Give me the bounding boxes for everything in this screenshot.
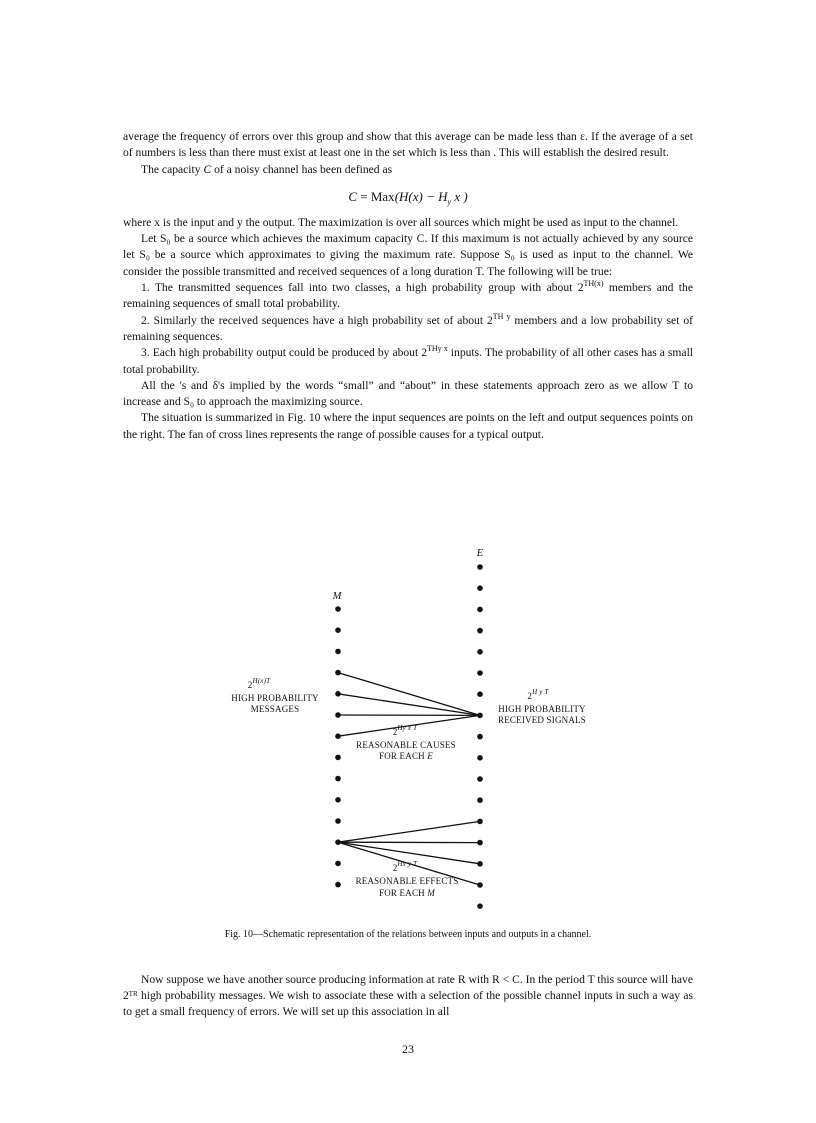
causes-label-line2: FOR EACH E	[378, 751, 434, 761]
output-sequence-dot	[477, 585, 483, 591]
capacity-equation: $C = Max(H(x) - H_y$ x )	[348, 188, 468, 207]
effects-count-label: $2^{Hx y T}$	[392, 860, 418, 873]
causes-label-line1: REASONABLE CAUSES	[356, 740, 456, 750]
effects-label-line1: REASONABLE EFFECTS	[355, 876, 459, 886]
output-sequence-dot	[477, 691, 483, 697]
input-sequence-dot	[335, 691, 341, 697]
input-sequence-dot	[335, 776, 341, 782]
left-label-line2: MESSAGES	[250, 704, 300, 714]
input-sequence-dot	[335, 606, 341, 612]
input-sequence-dot	[335, 882, 341, 888]
list-item-3: 3. Each high probability output could be produced by about $2^{THy x}$ inputs. The probability of all other cases has a small total probability.	[123, 344, 694, 376]
input-sequence-dot	[335, 797, 341, 803]
output-sequence-dot	[477, 840, 483, 846]
output-sequence-dot	[477, 649, 483, 655]
output-sequence-dot	[477, 670, 483, 676]
figure-10-diagram	[200, 540, 620, 920]
body-text-top	[123, 129, 693, 443]
output-sequence-dot	[477, 776, 483, 782]
paragraph-1: average the frequency of errors over this group and show that this average can be made less than ε. If the average of a set of numbers is less than there must exist at least one in the set which is less than . This will establish the desired result.	[123, 130, 693, 160]
effects-label-line2: FOR EACH M	[378, 888, 436, 898]
label-E: E	[476, 548, 484, 559]
input-sequence-dot	[335, 649, 341, 655]
sequence-dots	[335, 564, 483, 909]
input-sequence-dot	[335, 712, 341, 718]
paragraph-7: Now suppose we have another source producing information at rate R with R < C. In the period T this source will have 2ᵀᴿ high probability messages. We wish to associate these with a selection of the possible channel inputs in such a way as to get a small frequency of errors. We will set up this association in all	[123, 972, 693, 1019]
input-sequence-dot	[335, 733, 341, 739]
paragraph-6: The situation is summarized in Fig. 10 where the input sequences are points on the left and output sequences points on the right. The fan of cross lines represents the range of possible causes for a typical output.	[123, 411, 693, 441]
figure-caption: Fig. 10—Schematic representation of the relations between inputs and outputs in a channel.	[224, 929, 592, 940]
left-label-line1: HIGH PROBABILITY	[231, 693, 319, 703]
paragraph-3: where x is the input and y the output. The maximization is over all sources which might be used as input to the channel.	[123, 215, 679, 229]
causes-count-label: $2^{Hy x T}$	[392, 724, 418, 737]
output-sequence-dot	[477, 628, 483, 634]
input-sequence-dot	[335, 818, 341, 824]
list-item-2: 2. Similarly the received sequences have a high probability set of about $2^{TH y}$ members and a low probability set of remaining sequences.	[123, 311, 693, 343]
right-label-line2: RECEIVED SIGNALS	[498, 715, 586, 725]
paragraph-5: All the 's and δ's implied by the words “small” and “about” in these statements approach zero as we allow T to increase and S₀ to approach the maximizing source.	[123, 378, 693, 409]
output-sequence-dot	[477, 861, 483, 867]
input-sequence-dot	[335, 627, 341, 633]
fan-lines	[338, 673, 480, 885]
cause-line	[338, 673, 480, 716]
output-sequence-dot	[477, 564, 483, 570]
cause-line	[338, 694, 480, 716]
input-sequence-dot	[335, 839, 341, 845]
input-sequence-dot	[335, 755, 341, 761]
paragraph-4: Let S₀ be a source which achieves the maximum capacity C. If this maximum is not actually achieved by any source let S₀ be a source which approximates to giving the maximum rate. Suppose S₀ is used as input to the channel. We consider the possible transmitted and received sequences of a long duration T. The following will be true:	[123, 232, 693, 278]
list-item-1: 1. The transmitted sequences fall into two classes, a high probability group with about $2^{TH(x)}$ members and the remaining sequences of small total probability.	[123, 279, 693, 311]
output-sequence-dot	[477, 819, 483, 825]
output-sequence-dot	[477, 882, 483, 888]
output-sequence-dot	[477, 607, 483, 613]
effect-line	[338, 821, 480, 842]
paragraph-2: The capacity C of a noisy channel has been defined as	[141, 162, 393, 176]
output-sequence-dot	[477, 734, 483, 740]
page-number: 23	[402, 1042, 414, 1056]
right-count-label: $2^{H y T}$	[527, 688, 549, 701]
output-sequence-dot	[477, 713, 483, 719]
left-count-label: $2^{H(x)T}$	[247, 677, 271, 690]
right-label-line1: HIGH PROBABILITY	[498, 704, 586, 714]
output-sequence-dot	[477, 755, 483, 761]
input-sequence-dot	[335, 861, 341, 867]
input-sequence-dot	[335, 670, 341, 676]
label-M: M	[332, 591, 342, 602]
output-sequence-dot	[477, 903, 483, 909]
body-text-bottom	[123, 960, 693, 1032]
output-sequence-dot	[477, 797, 483, 803]
